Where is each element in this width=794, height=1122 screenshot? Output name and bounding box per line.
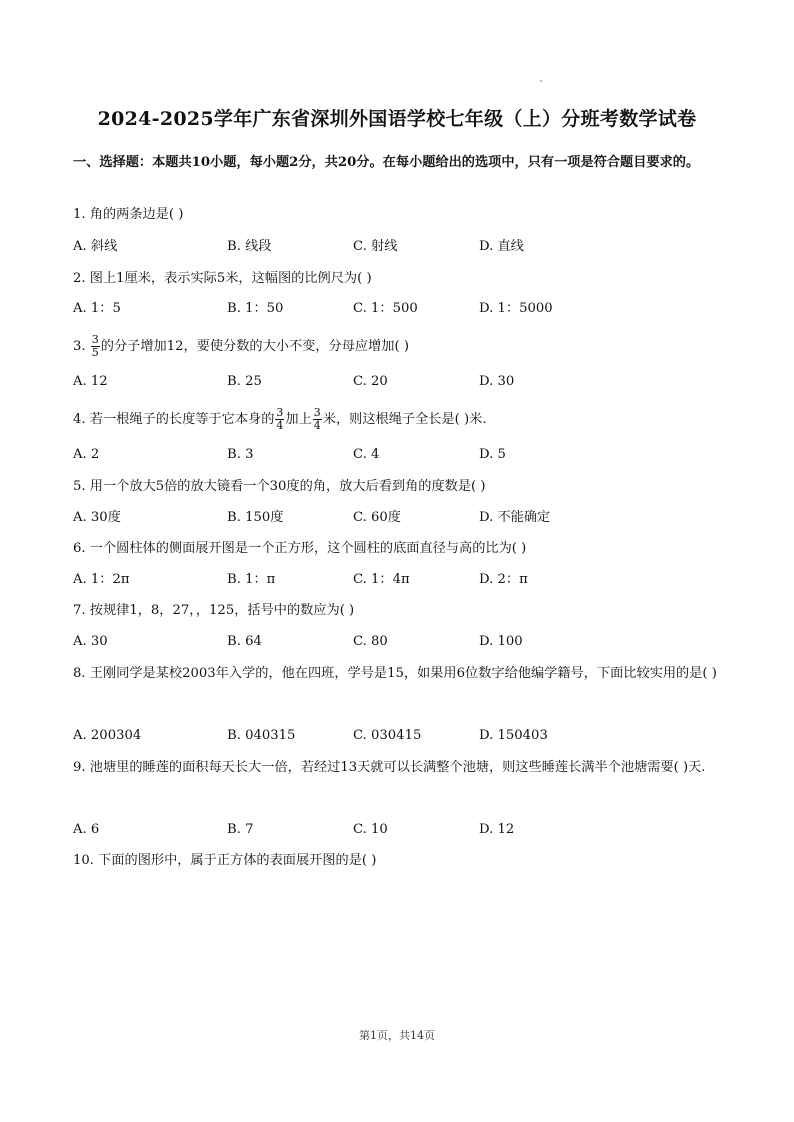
option-a: A. 30 [73,634,108,649]
option-a: A. 1：2π [73,572,130,587]
option-a: A. 2 [73,447,100,462]
option-d: D. 直线 [479,239,524,254]
question-8: 8. 王刚同学是某校2003年入学的，他在四班，学号是15，如果用6位数字给他编学籍号，下面比较实用的是( ) [73,666,717,681]
option-a: A. 6 [73,822,100,837]
page-footer: 第1页，共14页 [359,1029,435,1042]
section-heading: 一、选择题：本题共10小题，每小题2分，共20分。在每小题给出的选项中，只有一项是符合题目要求的。 [73,155,700,170]
option-c: C. 1：4π [353,572,410,587]
option-b: B. 25 [227,374,262,389]
fraction-three-fifths: $\frac{3}{5}$ [91,333,99,359]
option-d: D. 100 [479,634,523,649]
option-a: A. 1：5 [73,301,121,316]
scan-dot [540,80,542,82]
option-c: C. 60度 [353,510,401,525]
fraction-three-quarters: $\frac{3}{4}$ [276,406,284,432]
question-8-options [73,726,733,746]
question-4-options [73,445,733,465]
question-6: 6. 一个圆柱体的侧面展开图是一个正方形，这个圆柱的底面直径与高的比为( ) [73,541,527,556]
question-5-options [73,508,733,528]
option-a: A. 30度 [73,510,121,525]
option-d: D. 不能确定 [479,510,551,525]
option-b: B. 7 [227,822,254,837]
question-7: 7. 按规律1，8，27，，125，括号中的数应为( ) [73,603,355,618]
option-b: B. 040315 [227,728,296,743]
option-a: A. 12 [73,374,108,389]
option-b: B. 1：50 [227,301,284,316]
question-4 [73,403,733,437]
fraction-three-quarters: $\frac{3}{4}$ [313,406,321,432]
question-9: 9. 池塘里的睡莲的面积每天长大一倍，若经过13天就可以长满整个池塘，则这些睡莲长满半个池塘需要( )天. [73,760,706,775]
question-7-options [73,632,733,652]
option-d: D. 150403 [479,728,548,743]
question-3-options [73,372,733,392]
question-3-text: 的分子增加12，要使分数的大小不变，分母应增加( ) [100,339,409,354]
question-3-number: 3. [73,339,90,354]
option-b: B. 1：π [227,572,276,587]
option-c: C. 射线 [353,239,398,254]
question-3 [73,330,733,364]
question-2-options [73,299,733,319]
option-b: B. 64 [227,634,262,649]
option-b: B. 线段 [227,239,272,254]
option-c: C. 10 [353,822,388,837]
question-2: 2. 图上1厘米，表示实际5米，这幅图的比例尺为( ) [73,271,372,286]
option-c: C. 1：500 [353,301,418,316]
question-5: 5. 用一个放大5倍的放大镜看一个30度的角，放大后看到角的度数是( ) [73,479,486,494]
question-4-text-1: 4. 若一根绳子的长度等于它本身的 [73,412,275,427]
question-4-text-3: 米，则这根绳子全长是( )米. [322,412,487,427]
question-1: 1. 角的两条边是( ) [73,207,184,222]
option-d: D. 1：5000 [479,301,553,316]
option-d: D. 5 [479,447,506,462]
option-a: A. 200304 [73,728,142,743]
option-d: D. 2：π [479,572,528,587]
option-b: B. 150度 [227,510,284,525]
question-10: 10. 下面的图形中，属于正方体的表面展开图的是( ) [73,853,377,868]
option-c: C. 030415 [353,728,422,743]
question-6-options [73,570,733,590]
option-c: C. 20 [353,374,388,389]
option-d: D. 12 [479,822,515,837]
option-c: C. 80 [353,634,388,649]
question-4-text-2: 加上 [285,412,312,427]
option-b: B. 3 [227,447,254,462]
page-title: 2024-2025学年广东省深圳外国语学校七年级（上）分班考数学试卷 [97,108,697,130]
question-9-options [73,820,733,840]
option-d: D. 30 [479,374,515,389]
option-a: A. 斜线 [73,239,118,254]
option-c: C. 4 [353,447,380,462]
question-1-options [73,237,733,257]
